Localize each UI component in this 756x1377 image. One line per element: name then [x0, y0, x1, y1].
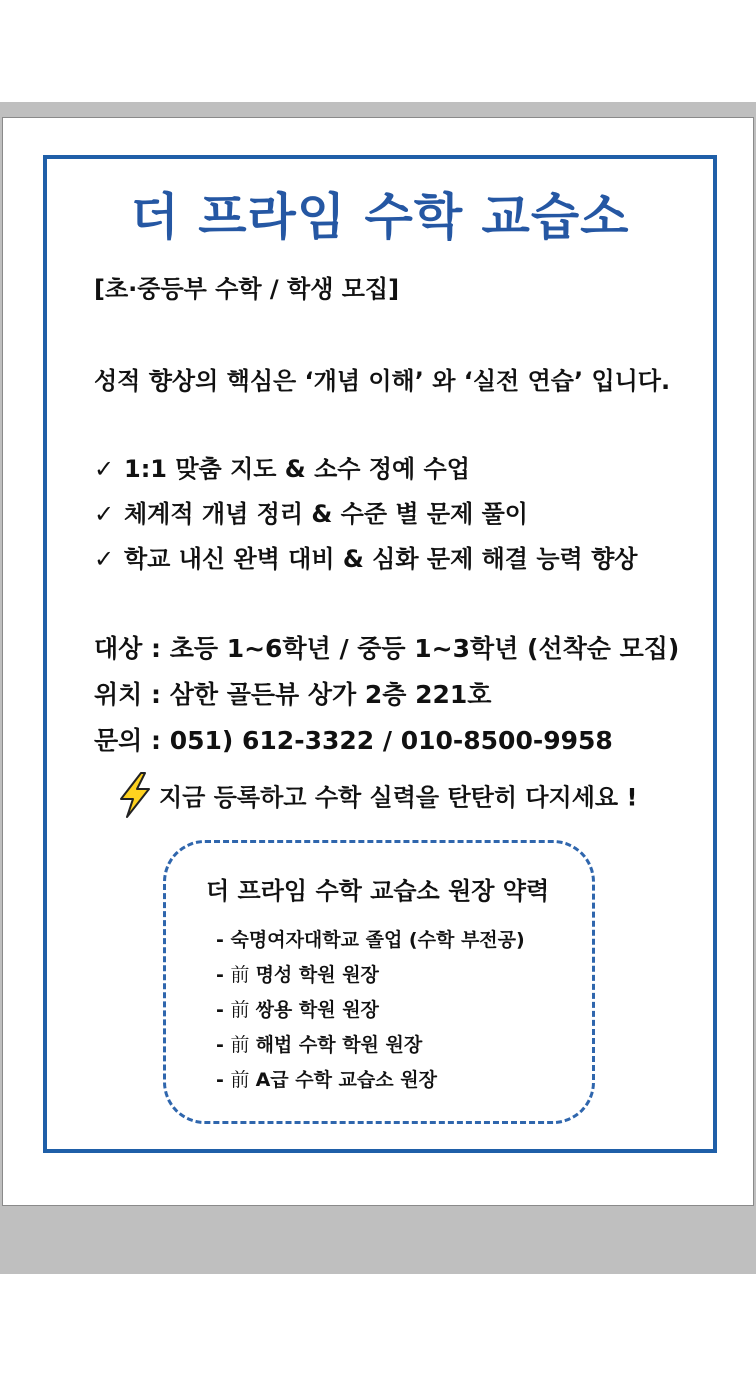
contact-info: 문의 : 051) 612-3322 / 010-8500-9958 — [94, 726, 613, 755]
check-icon: ✓ — [94, 455, 115, 483]
profile-item: - 前 해법 수학 학원 원장 — [216, 1034, 423, 1056]
profile-item: - 前 쌍용 학원 원장 — [216, 999, 379, 1021]
flyer-sheet — [2, 117, 754, 1206]
feature-item: ✓ 1:1 맞춤 지도 & 소수 정예 수업 — [94, 455, 470, 483]
director-profile-title: 더 프라임 수학 교습소 원장 약력 — [206, 877, 550, 905]
location-info: 위치 : 삼한 골든뷰 상가 2층 221호 — [94, 680, 492, 709]
target-info: 대상 : 초등 1~6학년 / 중등 1~3학년 (선착순 모집) — [94, 634, 680, 663]
flyer-frame — [43, 155, 717, 1153]
profile-item: - 숙명여자대학교 졸업 (수학 부전공) — [216, 929, 525, 951]
academy-title: 더 프라임 수학 교습소 — [130, 188, 630, 246]
feature-item: ✓ 학교 내신 완벽 대비 & 심화 문제 해결 능력 향상 — [94, 545, 638, 573]
call-to-action: 지금 등록하고 수학 실력을 탄탄히 다지세요 ! — [117, 771, 637, 819]
profile-item: - 前 명성 학원 원장 — [216, 964, 379, 986]
feature-item: ✓ 체계적 개념 정리 & 수준 별 문제 풀이 — [94, 500, 528, 528]
profile-item: - 前 A급 수학 교습소 원장 — [216, 1069, 437, 1091]
check-icon: ✓ — [94, 500, 115, 528]
check-icon: ✓ — [94, 545, 115, 573]
recruit-subtitle: [초·중등부 수학 / 학생 모집] — [94, 275, 400, 303]
core-message: 성적 향상의 핵심은 ‘개념 이해’ 와 ‘실전 연습’ 입니다. — [94, 367, 671, 395]
director-profile-box — [163, 840, 595, 1124]
lightning-icon — [117, 771, 153, 819]
